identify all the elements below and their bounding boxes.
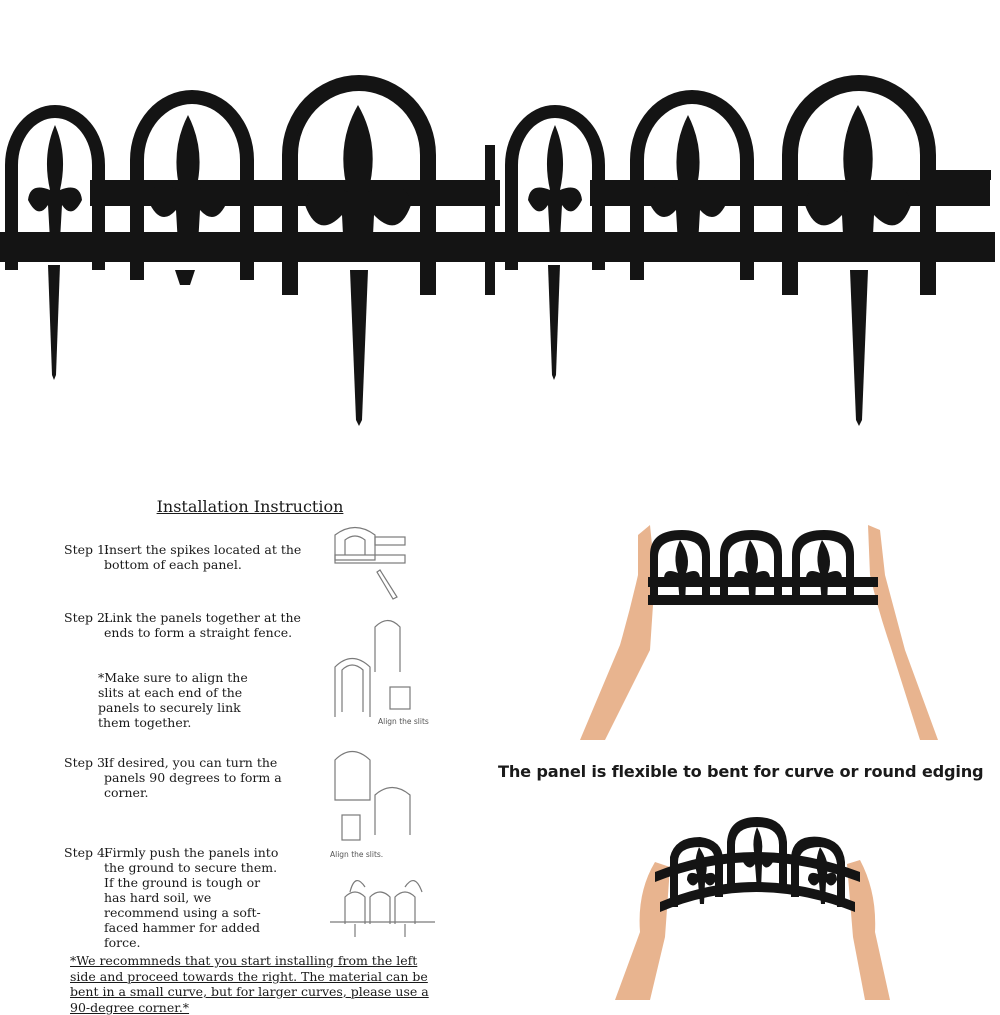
fence-panel-photo-right (500, 70, 1000, 430)
curved-panel-hands-photo (615, 812, 895, 1000)
step-3-diagram (330, 740, 425, 860)
fence-panel-photo-left (0, 70, 500, 430)
diagram-label-align-1: Align the slits (378, 717, 429, 726)
step-1-diagram (325, 515, 415, 605)
step-2-diagram (330, 612, 429, 732)
step-label: Step 3: (64, 755, 110, 770)
installation-footer-note: *We recommneds that you start installing from the left side and proceed towards the right. The material can be bent in a small curve, but for larger curves, please use a 90-degree corner.* (70, 953, 429, 1015)
step-text: If desired, you can turn the panels 90 degrees to form a corner. (104, 755, 282, 800)
diagram-label-align-2: Align the slits. (330, 850, 384, 859)
step-note-text: *Make sure to align the slits at each end of the panels to securely link them together. (98, 670, 248, 730)
step-4-diagram (330, 862, 440, 942)
step-label: Step 2: (64, 610, 110, 625)
step-text: Link the panels together at the ends to form a straight fence. (104, 610, 301, 640)
step-label: Step 4: (64, 845, 110, 860)
flexibility-caption: The panel is flexible to bent for curve or round edging (498, 762, 984, 781)
step-text: Firmly push the panels into the ground to secure them. If the ground is tough or has hard soil, we recommend using a soft-faced hammer for added force. (104, 845, 279, 950)
step-label: Step 1: (64, 542, 110, 557)
installation-title: Installation Instruction (156, 497, 344, 516)
flat-panel-hands-photo (560, 515, 940, 740)
step-text: Insert the spikes located at the bottom of each panel. (104, 542, 302, 572)
